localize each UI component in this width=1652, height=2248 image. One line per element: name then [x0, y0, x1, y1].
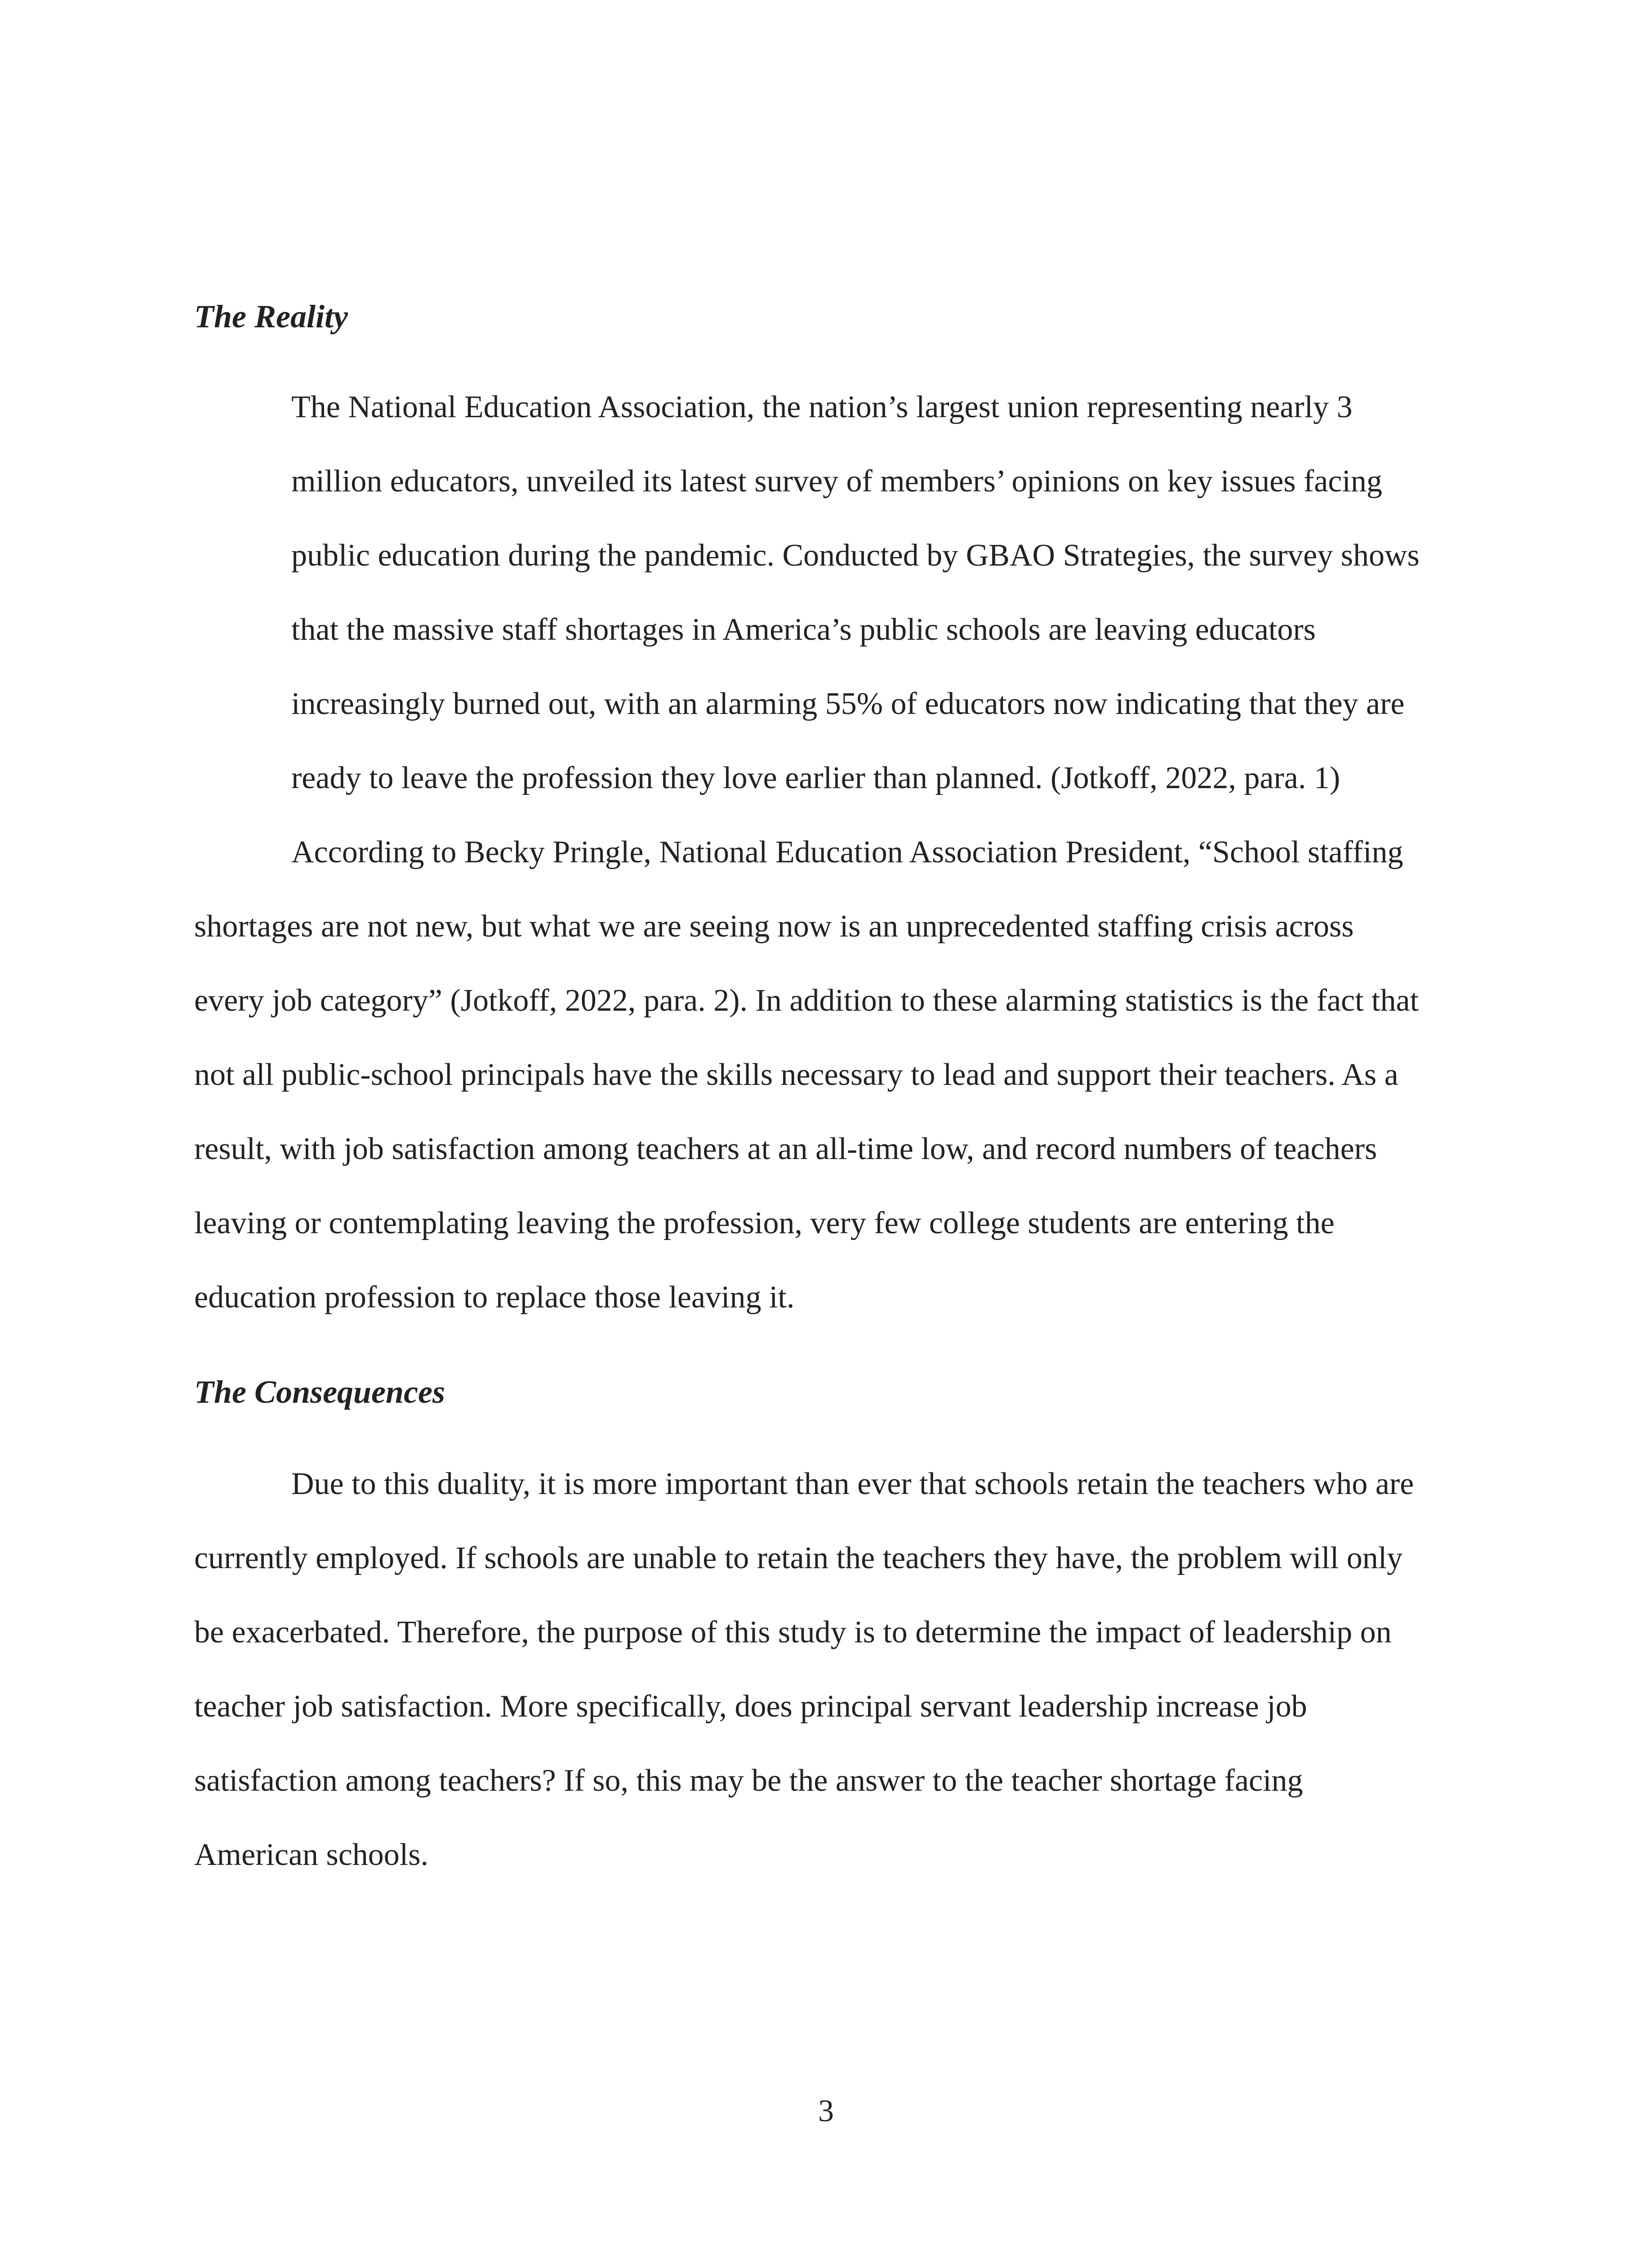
paragraph-line: not all public-school principals have the skills necessary to lead and support their teachers. As a	[194, 1057, 1398, 1092]
paragraph-line: shortages are not new, but what we are seeing now is an unprecedented staffing crisis across	[194, 909, 1354, 944]
paragraph-line: result, with job satisfaction among teachers at an all-time low, and record numbers of teachers	[194, 1132, 1377, 1166]
section-heading-consequences: The Consequences	[194, 1374, 445, 1410]
paragraph-line: According to Becky Pringle, National Education Association President, “School staffing	[291, 835, 1403, 870]
paragraph-line: American schools.	[194, 1838, 428, 1872]
paragraph-line: currently employed. If schools are unable to retain the teachers they have, the problem will only	[194, 1541, 1403, 1575]
quote-line: The National Education Association, the nation’s largest union representing nearly 3	[291, 390, 1353, 424]
paragraph-line: every job category” (Jotkoff, 2022, para. 2). In addition to these alarming statistics is the fact that	[194, 983, 1419, 1018]
quote-line: that the massive staff shortages in America’s public schools are leaving educators	[291, 612, 1316, 647]
section-heading-reality: The Reality	[194, 299, 348, 335]
paragraph-line: teacher job satisfaction. More specifically, does principal servant leadership increase job	[194, 1689, 1307, 1724]
paragraph-line: education profession to replace those leaving it.	[194, 1280, 795, 1315]
page-number: 3	[818, 2094, 834, 2128]
quote-line: public education during the pandemic. Conducted by GBAO Strategies, the survey shows	[291, 538, 1420, 573]
paragraph-line: be exacerbated. Therefore, the purpose of this study is to determine the impact of leadership on	[194, 1615, 1392, 1650]
paragraph-line: Due to this duality, it is more important than ever that schools retain the teachers who are	[291, 1467, 1414, 1501]
quote-line: increasingly burned out, with an alarming 55% of educators now indicating that they are	[291, 687, 1405, 721]
quote-line: ready to leave the profession they love earlier than planned. (Jotkoff, 2022, para. 1)	[291, 761, 1340, 795]
quote-line: million educators, unveiled its latest survey of members’ opinions on key issues facing	[291, 464, 1382, 499]
paragraph-line: satisfaction among teachers? If so, this may be the answer to the teacher shortage facing	[194, 1763, 1303, 1798]
paragraph-line: leaving or contemplating leaving the profession, very few college students are entering the	[194, 1206, 1335, 1240]
